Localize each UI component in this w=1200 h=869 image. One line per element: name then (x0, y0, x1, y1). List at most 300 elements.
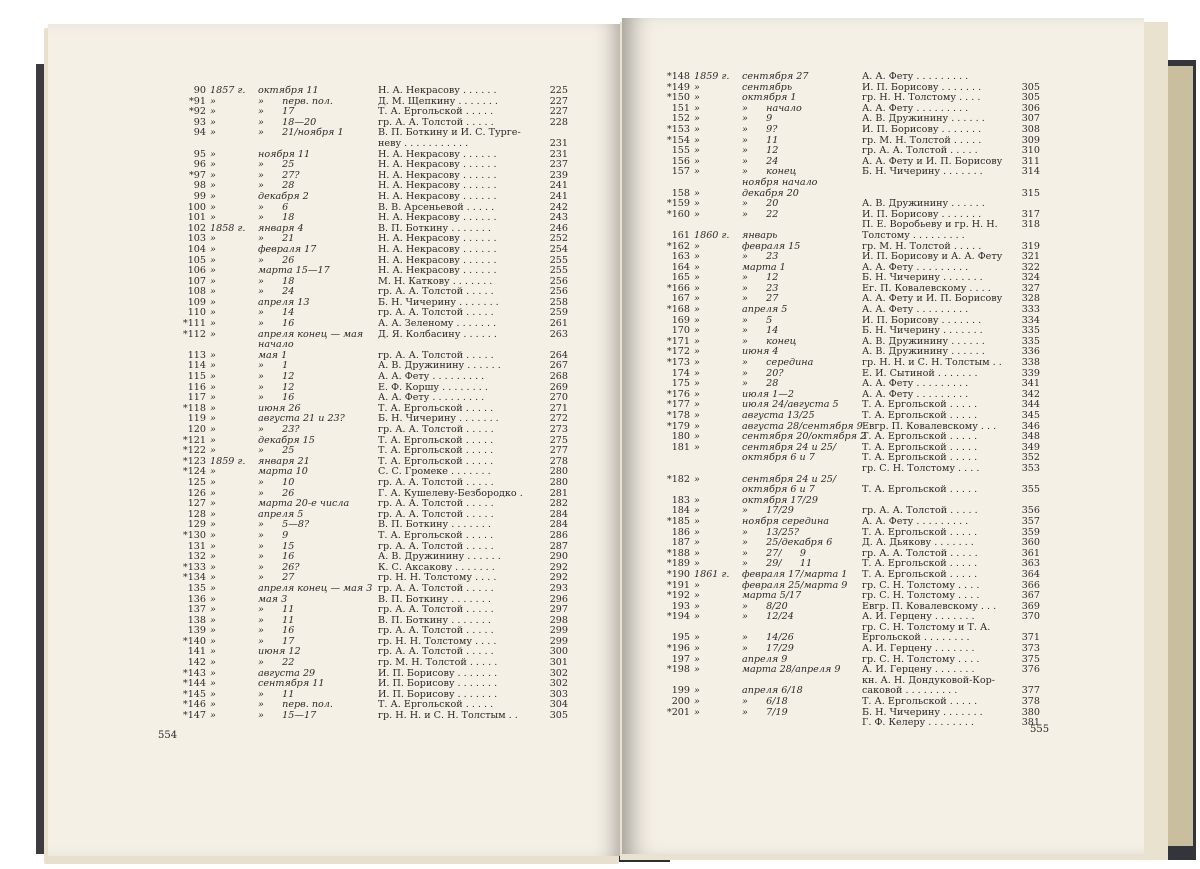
letter-year: » (210, 381, 216, 393)
letter-page: 303 (549, 688, 568, 700)
letter-date: » 9? (742, 123, 778, 135)
letter-date: октября 1 (742, 92, 797, 104)
letter-number: *147 (182, 710, 206, 722)
index-row (176, 637, 568, 648)
index-row (176, 298, 568, 309)
letter-date: августа 28/сентября 9 (742, 420, 863, 432)
letter-page: 359 (1021, 526, 1040, 538)
index-row (176, 616, 568, 627)
letter-date: марта 5/17 (742, 590, 802, 602)
letter-number: *140 (182, 635, 206, 647)
letter-number: 131 (187, 540, 206, 552)
letter-page: 353 (1021, 462, 1040, 474)
letter-page: 228 (549, 116, 568, 128)
letter-date: февраля 17 (258, 243, 317, 255)
index-row (176, 86, 568, 97)
letter-year: » (694, 611, 700, 623)
letter-year: » (210, 254, 216, 266)
letter-date: августа 13/25 (742, 410, 815, 421)
letter-recipient: Т. А. Ергольской . . . . . (862, 526, 978, 538)
letter-year: » (210, 657, 216, 669)
letter-year: » (694, 590, 700, 602)
letter-recipient: К. С. Аксакову . . . . . . . (378, 561, 495, 573)
index-row (176, 234, 568, 245)
letter-number: *171 (666, 335, 690, 347)
index-row (176, 436, 568, 447)
letter-number: 174 (671, 367, 690, 379)
letter-number: *182 (666, 473, 690, 485)
letter-year: » (694, 155, 700, 167)
letter-number: *190 (666, 568, 690, 580)
letter-date: » 21/ноября 1 (258, 127, 344, 139)
letter-number: *123 (182, 455, 206, 467)
letter-date: » 9 (742, 113, 773, 125)
letter-year: » (210, 424, 216, 435)
letter-date: мая 1 (258, 349, 288, 361)
letter-page: 243 (549, 212, 568, 224)
letter-year: » (210, 307, 216, 319)
left-folio: 554 (158, 730, 178, 741)
letter-year: » (694, 664, 700, 676)
letter-number: *194 (666, 611, 690, 623)
letter-year: » (694, 431, 700, 443)
letter-page: 378 (1021, 696, 1040, 708)
letter-date: » 23 (742, 282, 779, 294)
index-row (176, 277, 568, 288)
letter-page: 254 (549, 243, 568, 255)
index-row (660, 411, 1040, 422)
letter-year: » (694, 410, 700, 421)
letter-recipient: А. И. Герцену . . . . . . . (862, 611, 975, 623)
letter-recipient: Д. Я. Колбасину . . . . . . (378, 328, 497, 340)
letter-number: 114 (187, 360, 206, 372)
index-row (176, 679, 568, 690)
letter-year: » (694, 547, 700, 559)
letter-year: » (210, 593, 216, 605)
letter-page: 348 (1021, 431, 1040, 443)
index-row (176, 563, 568, 574)
letter-recipient: М. Н. Каткову . . . . . . . (378, 275, 493, 287)
letter-page: 336 (1021, 346, 1040, 358)
letter-year: 1857 г. (210, 85, 246, 96)
index-row (176, 510, 568, 521)
letter-number: *198 (666, 664, 690, 676)
letter-recipient: Г. Ф. Келеру . . . . . . . . (862, 717, 974, 729)
letter-year: » (694, 643, 700, 655)
letter-year: » (694, 505, 700, 517)
letter-recipient: Н. А. Некрасову . . . . . . (378, 85, 497, 96)
letter-number: 155 (671, 145, 690, 157)
letter-date: январь (742, 229, 778, 241)
letter-year: » (694, 526, 700, 538)
letter-recipient: А. В. Дружинину . . . . . . (862, 346, 985, 358)
letter-page: 263 (549, 328, 568, 340)
letter-number: 115 (187, 371, 206, 383)
letter-page: 231 (549, 137, 568, 149)
letter-date: » 22 (742, 208, 779, 220)
index-row (176, 669, 568, 680)
letter-recipient: Т. А. Ергольской . . . . . (378, 455, 494, 467)
letter-year: » (694, 515, 700, 527)
index-row (660, 358, 1040, 369)
letter-date: » 16 (258, 625, 295, 637)
letter-recipient: И. П. Борисову . . . . . . . (378, 688, 498, 700)
letter-date (742, 718, 862, 729)
index-row (660, 676, 1040, 687)
letter-recipient: гр. М. Н. Толстой . . . . . (862, 134, 982, 146)
letter-recipient: А. В. Дружинину . . . . . . (862, 335, 985, 347)
letter-recipient: Е. Ф. Коршу . . . . . . . . (378, 381, 488, 393)
letter-recipient: А. А. Фету . . . . . . . . . (378, 392, 485, 404)
letter-date: » 18—20 (258, 116, 317, 128)
letter-date: сентября 27 (742, 71, 809, 82)
letter-page: 344 (1021, 399, 1040, 411)
letter-recipient: гр. С. Н. Толстому и Т. А. (862, 621, 991, 633)
letter-number: *172 (666, 346, 690, 358)
letter-year: » (694, 272, 700, 284)
letter-date: » 12 (258, 381, 295, 393)
letter-year: » (694, 420, 700, 432)
letter-year: » (210, 529, 216, 541)
letter-page: 310 (1021, 145, 1040, 157)
letter-number: 170 (671, 325, 690, 337)
letter-year (690, 178, 742, 189)
index-row (660, 655, 1040, 666)
letter-date: ноября 11 (258, 148, 311, 160)
letter-recipient: В. П. Боткину . . . . . . . (378, 614, 491, 626)
letter-recipient: Т. А. Ергольской . . . . . (862, 441, 978, 453)
letter-date: » 11 (258, 614, 295, 626)
letter-page: 271 (549, 402, 568, 414)
letter-recipient: А. А. Фету . . . . . . . . . (862, 515, 969, 527)
letter-date: декабря 2 (258, 190, 309, 202)
letter-date: мая 3 (258, 593, 288, 605)
letter-page: 311 (1021, 155, 1040, 167)
index-row (660, 125, 1040, 136)
letter-year: » (210, 540, 216, 552)
letter-date: октября 6 и 7 (742, 452, 815, 464)
letter-number: *201 (666, 706, 690, 718)
letter-recipient: И. П. Борисову . . . . . . . (862, 208, 982, 220)
letter-page: 306 (1021, 102, 1040, 114)
letter-recipient: саковой . . . . . . . . . (862, 685, 958, 697)
letter-date: » 14 (742, 325, 779, 337)
letter-recipient: В. П. Боткину . . . . . . . (378, 519, 491, 531)
letter-recipient: Т. А. Ергольской . . . . . (378, 106, 494, 118)
index-row (660, 432, 1040, 443)
letter-year: » (210, 413, 216, 425)
index-row (176, 711, 568, 722)
letter-recipient: гр. Н. Н. и С. Н. Толстым . . (378, 710, 518, 722)
letter-date: апреля 13 (258, 296, 310, 308)
letter-page: 321 (1021, 251, 1040, 263)
letter-recipient: А. В. Дружинину . . . . . . (862, 198, 985, 210)
letter-page: 280 (549, 476, 568, 488)
letter-date: марта 28/апреля 9 (742, 664, 841, 676)
letter-date: » 15 (258, 540, 295, 552)
letter-year: 1858 г. (210, 222, 246, 234)
letter-number: 199 (671, 685, 690, 697)
letter-recipient: Д. А. Дьякову . . . . . . . (862, 537, 974, 549)
letter-recipient: А. В. Дружинину . . . . . . (378, 551, 501, 563)
letter-recipient: гр. С. Н. Толстому . . . . (862, 653, 980, 665)
letter-date: » перв. пол. (258, 699, 333, 711)
letter-date: » 11 (258, 604, 295, 616)
letter-date: » середина (742, 357, 814, 369)
letter-date (742, 464, 862, 475)
letter-year: » (694, 314, 700, 326)
letter-recipient: И. П. Борисову . . . . . . . (862, 123, 982, 135)
letter-number: 129 (187, 519, 206, 531)
letter-page: 256 (549, 275, 568, 287)
letter-year: » (210, 434, 216, 446)
letter-recipient: гр. А. А. Толстой . . . . . (378, 540, 494, 552)
letter-year: » (694, 378, 700, 390)
letter-page: 376 (1021, 664, 1040, 676)
letter-year: » (210, 476, 216, 488)
letter-date: » 27/ 9 (742, 547, 807, 559)
letter-page: 381 (1021, 717, 1040, 729)
letter-recipient: Ег. П. Ковалевскому . . . . (862, 282, 991, 294)
letter-page: 237 (549, 159, 568, 171)
letter-page: 352 (1021, 452, 1040, 464)
letter-year: » (694, 304, 700, 316)
letter-recipient: И. П. Борисову . . . . . . . (862, 314, 982, 326)
letter-year: » (210, 646, 216, 658)
letter-number: 110 (187, 307, 206, 319)
letter-recipient: А. В. Дружинину . . . . . . (378, 360, 501, 372)
letter-recipient: Толстому . . . . . . . . . (862, 229, 965, 241)
letter-page: 370 (1021, 611, 1040, 623)
letter-year: » (694, 367, 700, 379)
letter-recipient: А. В. Дружинину . . . . . . (862, 113, 985, 125)
letter-recipient: гр. М. Н. Толстой . . . . . (378, 657, 498, 669)
letter-date: » 26? (258, 561, 300, 573)
letter-year: » (694, 473, 700, 485)
letter-year: » (210, 233, 216, 245)
letter-page: 380 (1021, 706, 1040, 718)
letter-year: » (210, 392, 216, 404)
letter-year: » (694, 579, 700, 591)
index-row (660, 528, 1040, 539)
letter-year: » (210, 508, 216, 520)
letter-recipient: И. П. Борисову и А. А. Фету (862, 251, 1003, 263)
letter-recipient: В. П. Боткину и И. С. Турге- (378, 127, 521, 139)
letter-year: » (694, 208, 700, 220)
letter-year: » (210, 95, 216, 107)
letter-date: декабря 15 (258, 434, 315, 446)
letter-recipient: гр. Н. Н. Толстому . . . . (862, 92, 981, 104)
letter-number: *168 (666, 304, 690, 316)
letter-year: » (694, 537, 700, 549)
index-row (660, 369, 1040, 380)
letter-page: 307 (1021, 113, 1040, 125)
letter-page: 264 (549, 349, 568, 361)
letter-number: 127 (187, 498, 206, 510)
letter-number: *189 (666, 558, 690, 570)
letter-page (1012, 72, 1040, 83)
letter-recipient: гр. А. А. Толстой . . . . . (378, 625, 494, 637)
letter-page: 259 (549, 307, 568, 319)
letter-date: » 16 (258, 318, 295, 330)
letter-year: » (694, 325, 700, 337)
letter-year: » (210, 402, 216, 414)
letter-year: » (210, 625, 216, 637)
letter-number: 96 (193, 159, 206, 171)
index-row (176, 404, 568, 415)
index-row (176, 425, 568, 436)
letter-date: » 22 (258, 657, 295, 669)
letter-number: 103 (187, 233, 206, 245)
letter-recipient: гр. М. Н. Толстой . . . . . (862, 240, 982, 252)
letter-recipient: Г. А. Кушелеву-Безбородко . (378, 487, 523, 499)
letter-recipient: А. А. Фету . . . . . . . . . (862, 261, 969, 273)
letter-date: февраля 15 (742, 240, 801, 252)
letter-recipient: А. А. Фету . . . . . . . . . (862, 102, 969, 114)
letter-recipient: В. П. Боткину . . . . . . . (378, 593, 491, 605)
letter-number: *144 (182, 678, 206, 690)
letter-number: *153 (666, 123, 690, 135)
letter-year: » (694, 600, 700, 612)
letter-recipient: Н. А. Некрасову . . . . . . (378, 254, 497, 266)
letter-page: 361 (1021, 547, 1040, 559)
letter-page: 349 (1021, 441, 1040, 453)
letter-page: 375 (1021, 653, 1040, 665)
letter-page: 328 (1021, 293, 1040, 305)
letter-page: 299 (549, 625, 568, 637)
index-row (176, 457, 568, 468)
letter-year: » (210, 169, 216, 181)
index-row (660, 581, 1040, 592)
letter-recipient: А. А. Фету . . . . . . . . . (862, 388, 969, 400)
index-row (176, 319, 568, 330)
letter-date: » 29/ 11 (742, 558, 813, 570)
letter-date: » 18 (258, 275, 295, 287)
letter-year: » (210, 635, 216, 647)
letter-number: 164 (671, 261, 690, 273)
letter-page: 315 (1021, 187, 1040, 199)
index-row (176, 150, 568, 161)
index-row (176, 256, 568, 267)
letter-page: 355 (1021, 484, 1040, 496)
letter-number: *192 (666, 590, 690, 602)
letter-recipient: Б. Н. Чичерину . . . . . . . (862, 706, 983, 718)
letter-number: 100 (187, 201, 206, 213)
index-row (660, 538, 1040, 549)
letter-page: 258 (549, 296, 568, 308)
letter-recipient: А. И. Герцену . . . . . . . (862, 664, 975, 676)
letter-number (660, 178, 690, 189)
index-row (660, 263, 1040, 274)
letter-year: » (210, 572, 216, 584)
letter-recipient: С. С. Громеке . . . . . . . (378, 466, 491, 478)
letter-date: апреля конец — мая (258, 328, 364, 340)
index-row (176, 520, 568, 531)
letter-year: » (694, 134, 700, 146)
letter-page: 314 (1021, 166, 1040, 178)
letter-recipient: гр. А. А. Толстой . . . . . (378, 307, 494, 319)
letter-recipient: гр. А. А. Толстой . . . . . (378, 508, 494, 520)
letter-number: *160 (666, 208, 690, 220)
letter-number: 101 (187, 212, 206, 224)
letter-page: 302 (549, 667, 568, 679)
letter-number: *145 (182, 688, 206, 700)
letter-date: » 21 (258, 233, 295, 245)
letter-year: » (210, 328, 216, 340)
letter-date: июля 24/августа 5 (742, 399, 839, 411)
letter-date: » 14/26 (742, 632, 794, 644)
index-row (176, 203, 568, 214)
letter-recipient: А. А. Фету . . . . . . . . . (378, 371, 485, 383)
index-row (660, 496, 1040, 507)
letter-recipient: Евгр. П. Ковалевскому . . . (862, 420, 997, 432)
letter-number: *179 (666, 420, 690, 432)
letter-number: *178 (666, 410, 690, 421)
right-index-table (660, 72, 1040, 729)
letter-date: марта 20-е числа (258, 498, 350, 510)
letter-year: » (210, 286, 216, 298)
letter-year: » (210, 678, 216, 690)
letter-page: 246 (549, 222, 568, 234)
letter-year: » (694, 123, 700, 135)
letter-year: » (210, 318, 216, 330)
letter-number: *130 (182, 529, 206, 541)
letter-page: 272 (549, 413, 568, 425)
letter-number: 98 (193, 180, 206, 192)
letter-number: 128 (187, 508, 206, 520)
letter-recipient: А. И. Герцену . . . . . . . (862, 643, 975, 655)
letter-page: 346 (1021, 420, 1040, 432)
letter-recipient: Т. А. Ергольской . . . . . (862, 431, 978, 443)
letter-page: 239 (549, 169, 568, 181)
letter-date: » 9 (258, 529, 289, 541)
letter-number: 163 (671, 251, 690, 263)
index-row (176, 489, 568, 500)
index-row (176, 107, 568, 118)
letter-page: 318 (1021, 219, 1040, 231)
letter-recipient: Т. А. Ергольской . . . . . (378, 529, 494, 541)
letter-date: » 16 (258, 551, 295, 563)
index-row (176, 192, 568, 203)
index-row (176, 308, 568, 319)
letter-year: » (694, 113, 700, 125)
letter-year: 1861 г. (694, 568, 730, 580)
index-row (660, 697, 1040, 708)
letter-number: 139 (187, 625, 206, 637)
letter-year: » (210, 498, 216, 510)
letter-date: » 20? (742, 367, 784, 379)
letter-date: июня 4 (742, 346, 779, 358)
letter-recipient: гр. А. А. Толстой . . . . . (378, 498, 494, 510)
letter-number: 117 (187, 392, 206, 404)
letter-page: 369 (1021, 600, 1040, 612)
letter-number: 116 (187, 381, 206, 393)
letter-number: 135 (187, 582, 206, 594)
letter-number: 152 (671, 113, 690, 125)
letter-number: 126 (187, 487, 206, 499)
letter-page: 281 (549, 487, 568, 499)
letter-number: *166 (666, 282, 690, 294)
index-row (176, 552, 568, 563)
letter-number: *111 (182, 318, 206, 330)
letter-year: » (694, 685, 700, 697)
letter-year: » (210, 614, 216, 626)
letter-recipient: Е. И. Сытиной . . . . . . . (862, 367, 978, 379)
letter-number: *196 (666, 643, 690, 655)
letter-page: 305 (1021, 92, 1040, 104)
letter-year: » (210, 371, 216, 383)
letter-number: 165 (671, 272, 690, 284)
